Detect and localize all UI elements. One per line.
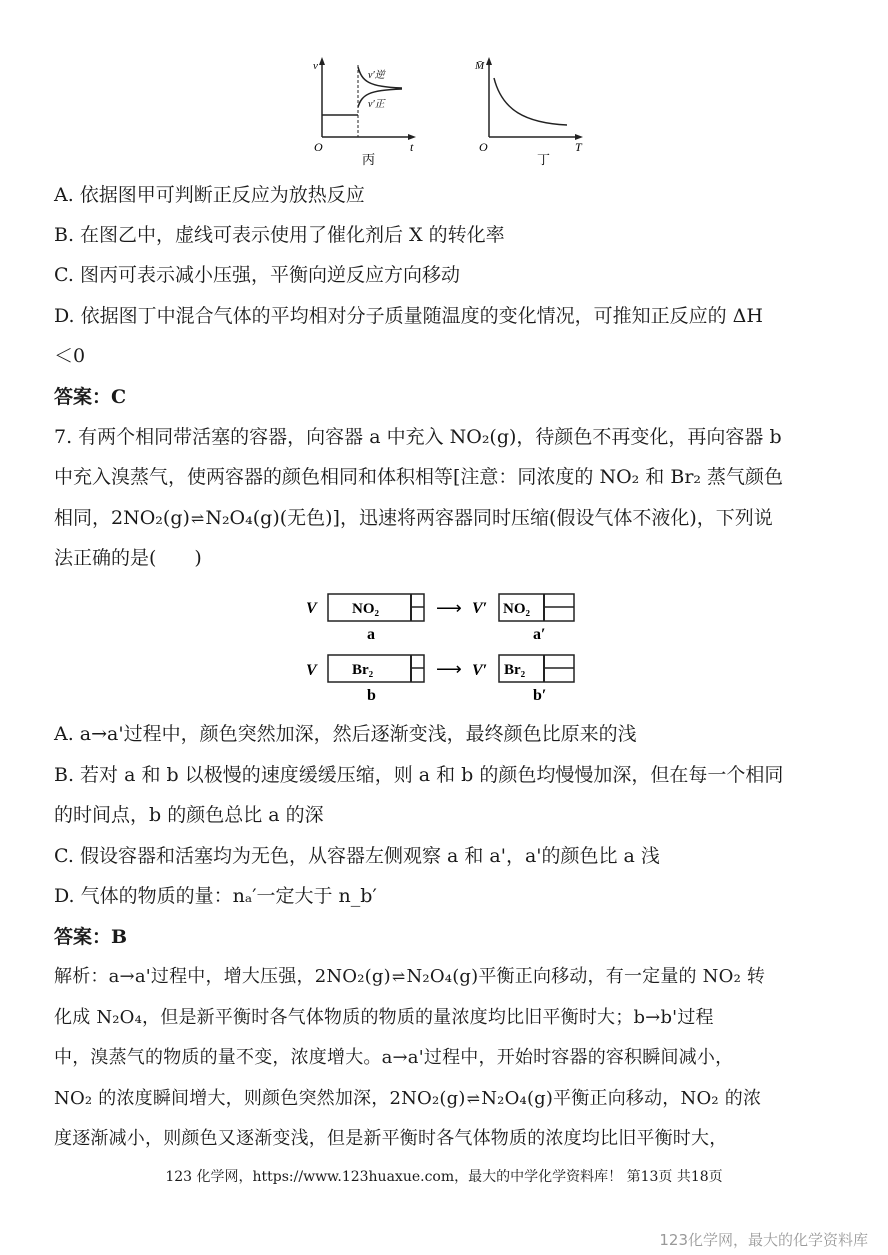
equilibrium-arrow-icon: ⇌: [190, 509, 205, 528]
figure-ding: [475, 55, 590, 170]
q7-option-b-line2: 的时间点，b 的颜色总比 a 的深: [54, 804, 324, 826]
analysis-line1: [54, 965, 765, 989]
q7-stem-line4: 法正确的是( ): [54, 547, 202, 569]
watermark: 123化学网，最大的化学资料库: [659, 1231, 868, 1249]
diagram-arrow-top: ⟶: [436, 598, 462, 618]
q7-answer: 答案：B: [54, 926, 128, 948]
diagram-label-a: a: [367, 626, 375, 643]
analysis-line5: 度逐渐减小，则颜色又逐渐变浅，但是新平衡时各气体物质的浓度均比旧平衡时大，: [54, 1128, 728, 1149]
analysis-line2: 化成 N₂O₄，但是新平衡时各气体物质的物质的量浓度均比旧平衡时大；b→b'过程: [54, 1007, 714, 1028]
fig-bing-caption: 丙: [362, 152, 376, 167]
analysis-line4: [54, 1087, 761, 1111]
figure-bing: [310, 55, 420, 170]
q6-option-b: B. 在图乙中，虚线可表示使用了催化剂后 X 的转化率: [54, 224, 505, 246]
fig-bing-curve-reverse: v′逆: [368, 70, 385, 81]
q7-stem-line3: [54, 506, 773, 531]
q7-stem-line3-left: 相同，2NO₂(g): [54, 507, 190, 529]
diagram-br2-bprime: Br₂: [504, 662, 526, 678]
analysis-line4-right: N₂O₄(g)平衡正向移动，NO₂ 的浓: [481, 1088, 762, 1109]
fig-bing-x-label: t: [410, 140, 414, 154]
diagram-v-bottom: V: [306, 662, 317, 679]
diagram-no2-a: NO₂: [352, 601, 379, 617]
diagram-label-b: b: [367, 687, 376, 704]
q7-option-c: C. 假设容器和活塞均为无色，从容器左侧观察 a 和 a'，a'的颜色比 a 浅: [54, 845, 660, 867]
q6-option-d-line2: ＜0: [54, 345, 86, 367]
fig-ding-y-label: M̄: [475, 60, 485, 72]
diagram-label-bprime: b′: [533, 687, 547, 704]
fig-ding-caption: 丁: [537, 152, 551, 167]
piston-diagram: [300, 588, 590, 712]
q6-answer: 答案：C: [54, 386, 127, 408]
fig-ding-x-label: T: [575, 140, 582, 154]
equilibrium-arrow-icon: ⇌: [391, 967, 406, 986]
diagram-label-aprime: a′: [533, 626, 546, 643]
q7-option-b-line1: B. 若对 a 和 b 以极慢的速度缓缓压缩，则 a 和 b 的颜色均慢慢加深，但在每一个相同: [54, 764, 784, 786]
fig-ding-origin: O: [479, 140, 488, 154]
q7-stem-line3-right: N₂O₄(g)(无色)]，迅速将两容器同时压缩(假设气体不液化)，下列说: [205, 507, 773, 529]
analysis-line3: 中，溴蒸气的物质的量不变，浓度增大。a→a'过程中，开始时容器的容积瞬间减小，: [54, 1047, 734, 1068]
diagram-no2-aprime: NO₂: [503, 601, 530, 617]
analysis-line1-right: N₂O₄(g)平衡正向移动，有一定量的 NO₂ 转: [406, 966, 766, 987]
q6-option-c: C. 图丙可表示减小压强，平衡向逆反应方向移动: [54, 264, 460, 286]
fig-bing-curve-forward: v′正: [368, 99, 385, 110]
diagram-vprime-bottom: V′: [472, 662, 488, 679]
q6-option-d-line1: D. 依据图丁中混合气体的平均相对分子质量随温度的变化情况，可推知正反应的 ΔH: [54, 305, 763, 327]
diagram-br2-b: Br₂: [352, 662, 374, 678]
analysis-line4-left: NO₂ 的浓度瞬间增大，则颜色突然加深，2NO₂(g): [54, 1088, 466, 1109]
page-footer: 123 化学网，https://www.123huaxue.com，最大的中学化学资料库！ 第13页 共18页: [165, 1169, 723, 1185]
q7-stem-line2: 中充入溴蒸气，使两容器的颜色相同和体积相等[注意：同浓度的 NO₂ 和 Br₂ 蒸气颜色: [54, 466, 784, 488]
diagram-vprime-top: V′: [472, 600, 488, 617]
diagram-arrow-bottom: ⟶: [436, 659, 462, 679]
fig-bing-y-label: v: [313, 60, 318, 72]
diagram-v-top: V: [306, 600, 317, 617]
q7-option-d: D. 气体的物质的量：nₐ′一定大于 n_b′: [54, 885, 377, 907]
equilibrium-arrow-icon: ⇌: [466, 1089, 481, 1108]
q6-option-a: A. 依据图甲可判断正反应为放热反应: [54, 184, 365, 206]
analysis-line1-left: 解析：a→a'过程中，增大压强，2NO₂(g): [54, 966, 391, 987]
q7-option-a: A. a→a'过程中，颜色突然加深，然后逐渐变浅，最终颜色比原来的浅: [54, 723, 637, 745]
fig-bing-origin: O: [314, 140, 323, 154]
q7-stem-line1: 7. 有两个相同带活塞的容器，向容器 a 中充入 NO₂(g)，待颜色不再变化，再向容器 b: [54, 426, 782, 448]
